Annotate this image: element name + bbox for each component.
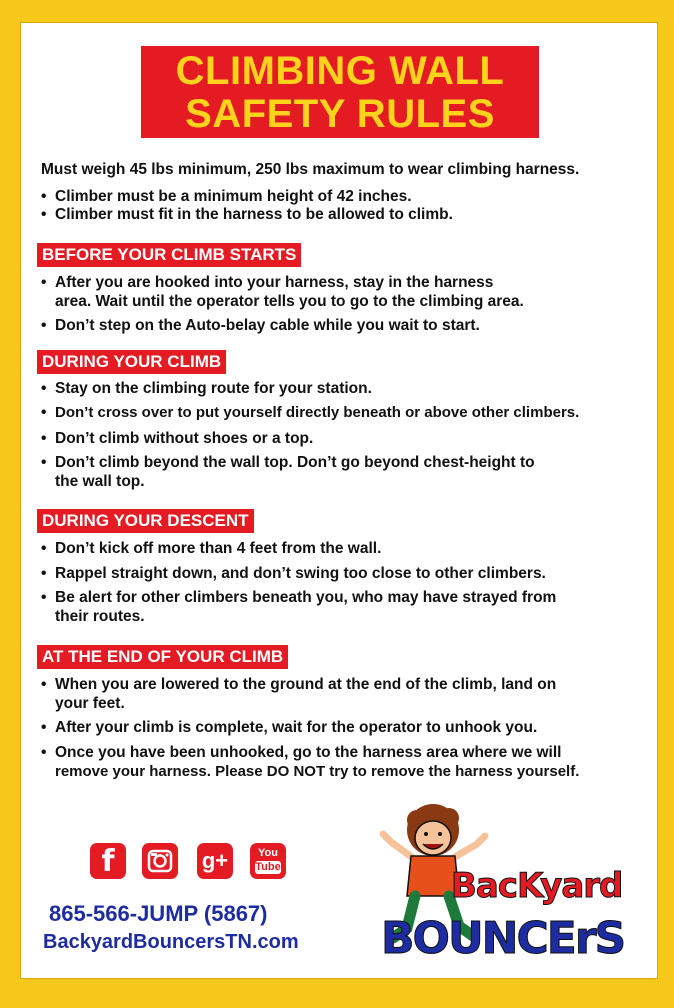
title-line-2: SAFETY RULES: [185, 92, 495, 136]
facebook-icon[interactable]: f: [90, 843, 126, 879]
website-link[interactable]: BackyardBouncersTN.com: [43, 931, 299, 953]
section-heading-during-descent: DURING YOUR DESCENT: [37, 509, 254, 533]
phone-number: 865-566-JUMP (5867): [49, 901, 268, 926]
youtube-icon[interactable]: You Tube: [250, 843, 286, 879]
instagram-icon[interactable]: [142, 843, 178, 879]
logo-word-backyard: BacKyard: [451, 866, 623, 906]
safety-rules-sheet: CLIMBING WALL SAFETY RULES Must weigh 45 lbs minimum, 250 lbs maximum to wear climbing harness. • Climber must be a minimum height of 42 inches. • Climber must fit in the harness to be allowed to climb. BEFORE YOUR CLIMB STARTS • After you are hooked into your harness, stay in the harness area. Wait until the operator tells you to go to the climbing area. • Don’t step on the Auto-belay cable while you wait to start. DURING YOUR CLIMB • Stay on the climbing route for your station. • Don’t cross over to put yourself directly beneath or above other climbers. • Don’t climb without shoes or a top. • Don’t climb beyond the wall top. Don’t go beyond chest-height to the wall top. DURING YOUR DESCENT • Don’t kick off more than 4 feet from the wall. • Rappel straight down, and don’t swing too close to other climbers. • Be alert for other climbers beneath you, who may have strayed from their routes. AT THE END OF YOUR CLIMB • When you are lowered to the ground at the end of the climb, land on your feet. • After your climb is complete, wait for the operator to unhook you. • Once you have been unhooked, go to the harness area where we will remove your harness. Please DO NOT try to remove the harness yourself. f g+ You Tube 865-566-JUMP (5867) BackyardBouncersTN.com BacKyard BOUNCErS: [20, 22, 658, 979]
section-heading-during-climb: DURING YOUR CLIMB: [37, 350, 226, 374]
section-heading-before-climb: BEFORE YOUR CLIMB STARTS: [37, 243, 301, 267]
title-banner: [141, 46, 539, 138]
google-plus-icon[interactable]: g+: [197, 843, 233, 879]
logo-word-bouncers: BOUNCErS: [381, 913, 625, 964]
section-heading-end-of-climb: AT THE END OF YOUR CLIMB: [37, 645, 288, 669]
title-line-1: CLIMBING WALL: [175, 49, 505, 93]
intro-text: Must weigh 45 lbs minimum, 250 lbs maximum to wear climbing harness.: [41, 161, 580, 178]
